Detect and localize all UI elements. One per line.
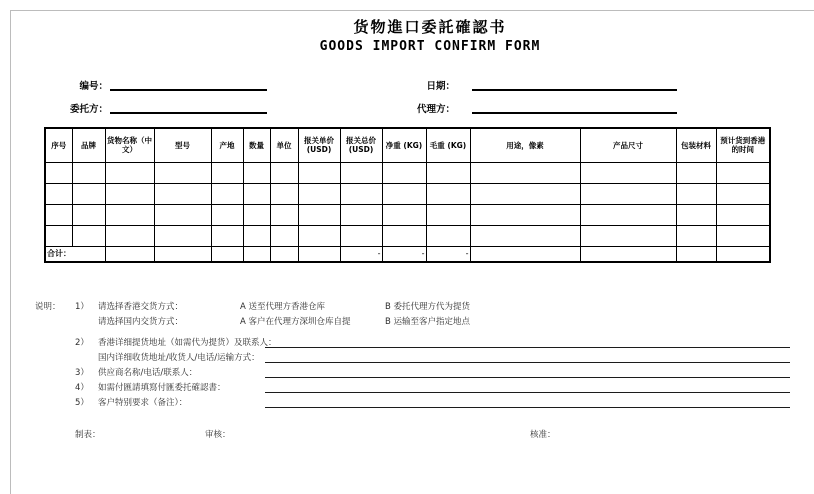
note-option-b[interactable]: B 委托代理方代为提货 xyxy=(385,302,471,312)
col-product-size: 产品尺寸 xyxy=(580,128,676,162)
header-row xyxy=(45,128,770,162)
supplier-info-input-line[interactable] xyxy=(265,377,790,378)
col-goods-name: 货物名称（中文） xyxy=(105,128,154,162)
note-number: 2） xyxy=(75,338,89,348)
cell[interactable] xyxy=(72,225,105,246)
goods-table xyxy=(44,127,771,263)
cell[interactable] xyxy=(154,204,211,225)
cell[interactable] xyxy=(580,162,676,183)
table-row xyxy=(45,183,770,204)
number-label: 编号： xyxy=(79,81,108,92)
note-text: 如需付匯請填寫付匯委托確認書： xyxy=(98,383,226,393)
cell[interactable] xyxy=(580,246,676,262)
note-option-a[interactable]: A 送至代理方香港仓库 xyxy=(240,302,326,312)
col-origin: 产地 xyxy=(211,128,243,162)
total-price-value: - xyxy=(340,246,382,262)
note-text: 香港详细提货地址（如需代为提货）及联系人： xyxy=(98,338,277,348)
client-input-line[interactable] xyxy=(110,112,267,114)
agent-input-line[interactable] xyxy=(472,112,677,114)
cell[interactable] xyxy=(105,204,154,225)
cell[interactable] xyxy=(426,183,470,204)
cell[interactable] xyxy=(426,225,470,246)
cell[interactable] xyxy=(298,225,340,246)
cell[interactable] xyxy=(105,162,154,183)
note-text: 请选择香港交货方式： xyxy=(98,302,184,312)
cell[interactable] xyxy=(211,162,243,183)
approved-by-label: 核准： xyxy=(530,430,556,440)
cell[interactable] xyxy=(298,162,340,183)
cell[interactable] xyxy=(716,183,770,204)
cell[interactable] xyxy=(243,225,270,246)
cell[interactable] xyxy=(426,162,470,183)
cell[interactable] xyxy=(676,162,716,183)
cell[interactable] xyxy=(270,162,298,183)
note-line-5 xyxy=(35,366,797,379)
table-row xyxy=(45,162,770,183)
cell[interactable] xyxy=(45,183,72,204)
cell[interactable] xyxy=(211,183,243,204)
cell[interactable] xyxy=(298,246,340,262)
cell[interactable] xyxy=(382,183,426,204)
note-text: 国内详细收货地址/收货人/电话/运输方式： xyxy=(98,353,260,363)
note-number: 3） xyxy=(75,368,89,378)
col-eta-hk: 预计货到香港的时间 xyxy=(716,128,770,162)
date-input-line[interactable] xyxy=(472,89,677,91)
cell[interactable] xyxy=(243,204,270,225)
cell[interactable] xyxy=(211,225,243,246)
reviewed-by-label: 审核： xyxy=(205,430,231,440)
cell[interactable] xyxy=(154,246,211,262)
cell[interactable] xyxy=(154,162,211,183)
note-text: 供应商名称/电话/联系人： xyxy=(98,368,198,378)
form-title-english: GOODS IMPORT CONFIRM FORM xyxy=(319,39,541,54)
note-option-a[interactable]: A 客户在代理方深圳仓库自提 xyxy=(240,317,351,327)
note-text: 客户特别要求（备注）： xyxy=(98,398,188,408)
gross-weight-total-value: - xyxy=(426,246,470,262)
cell[interactable] xyxy=(470,246,580,262)
col-unit-price: 报关单价 (USD) xyxy=(298,128,340,162)
cell[interactable] xyxy=(676,204,716,225)
cell[interactable] xyxy=(105,246,154,262)
cell[interactable] xyxy=(716,246,770,262)
cell[interactable] xyxy=(470,162,580,183)
cell[interactable] xyxy=(340,225,382,246)
note-line-2 xyxy=(35,315,797,328)
cell[interactable] xyxy=(154,225,211,246)
note-line-6 xyxy=(35,381,797,394)
cell[interactable] xyxy=(72,183,105,204)
note-line-7 xyxy=(35,396,797,409)
special-requirements-input-line[interactable] xyxy=(265,407,790,408)
col-brand: 品牌 xyxy=(72,128,105,162)
cell[interactable] xyxy=(676,183,716,204)
cell[interactable] xyxy=(470,225,580,246)
signature-row xyxy=(35,428,797,442)
note-line-4 xyxy=(35,351,797,364)
col-usage-pixels: 用途，像素 xyxy=(470,128,580,162)
cell[interactable] xyxy=(580,183,676,204)
note-line-3 xyxy=(35,336,797,349)
cell[interactable] xyxy=(382,204,426,225)
cell[interactable] xyxy=(580,225,676,246)
cell[interactable] xyxy=(298,183,340,204)
cell[interactable] xyxy=(270,204,298,225)
cell[interactable] xyxy=(340,183,382,204)
cell[interactable] xyxy=(340,162,382,183)
agent-label: 代理方： xyxy=(416,104,455,115)
note-option-b[interactable]: B 运输至客户指定地点 xyxy=(385,317,471,327)
cell[interactable] xyxy=(45,162,72,183)
cell[interactable] xyxy=(470,183,580,204)
cell[interactable] xyxy=(270,225,298,246)
cell[interactable] xyxy=(676,225,716,246)
note-number: 4） xyxy=(75,383,89,393)
cell[interactable] xyxy=(243,183,270,204)
col-total-price: 报关总价 (USD) xyxy=(340,128,382,162)
cell[interactable] xyxy=(105,183,154,204)
cell[interactable] xyxy=(716,162,770,183)
cell[interactable] xyxy=(105,225,154,246)
form-title-chinese: 货物進口委託確認书 xyxy=(353,18,507,36)
number-input-line[interactable] xyxy=(110,89,267,91)
col-net-weight: 净重 (KG) xyxy=(382,128,426,162)
col-packing-material: 包装材料 xyxy=(676,128,716,162)
note-number: 1） xyxy=(75,302,89,312)
col-unit: 单位 xyxy=(270,128,298,162)
cell[interactable] xyxy=(298,204,340,225)
cell[interactable] xyxy=(211,246,243,262)
note-line-1 xyxy=(35,300,797,313)
cell[interactable] xyxy=(676,246,716,262)
net-weight-total-value: - xyxy=(382,246,426,262)
table-row xyxy=(45,225,770,246)
col-quantity: 数量 xyxy=(243,128,270,162)
notes-label: 说明： xyxy=(35,302,61,312)
cell[interactable] xyxy=(426,204,470,225)
cell[interactable] xyxy=(211,204,243,225)
note-number: 5） xyxy=(75,398,89,408)
col-model: 型号 xyxy=(154,128,211,162)
table-row xyxy=(45,204,770,225)
date-label: 日期： xyxy=(426,81,455,92)
remittance-confirm-input-line[interactable] xyxy=(265,392,790,393)
cell[interactable] xyxy=(340,204,382,225)
cell[interactable] xyxy=(45,225,72,246)
cell[interactable] xyxy=(45,204,72,225)
col-seq: 序号 xyxy=(45,128,72,162)
client-label: 委托方： xyxy=(69,104,108,115)
col-gross-weight: 毛重 (KG) xyxy=(426,128,470,162)
cell[interactable] xyxy=(716,204,770,225)
total-label: 合计： xyxy=(45,246,105,262)
cell[interactable] xyxy=(270,246,298,262)
cell[interactable] xyxy=(72,204,105,225)
cell[interactable] xyxy=(72,162,105,183)
cell[interactable] xyxy=(243,162,270,183)
note-text: 请选择国内交货方式： xyxy=(98,317,184,327)
cell[interactable] xyxy=(470,204,580,225)
prepared-by-label: 制表： xyxy=(75,430,101,440)
cell[interactable] xyxy=(382,162,426,183)
cell[interactable] xyxy=(243,246,270,262)
cell[interactable] xyxy=(580,204,676,225)
total-row xyxy=(45,246,770,262)
cell[interactable] xyxy=(270,183,298,204)
cell[interactable] xyxy=(716,225,770,246)
domestic-delivery-address-input-line[interactable] xyxy=(265,362,790,363)
cell[interactable] xyxy=(154,183,211,204)
hk-pickup-address-input-line[interactable] xyxy=(265,347,790,348)
cell[interactable] xyxy=(382,225,426,246)
